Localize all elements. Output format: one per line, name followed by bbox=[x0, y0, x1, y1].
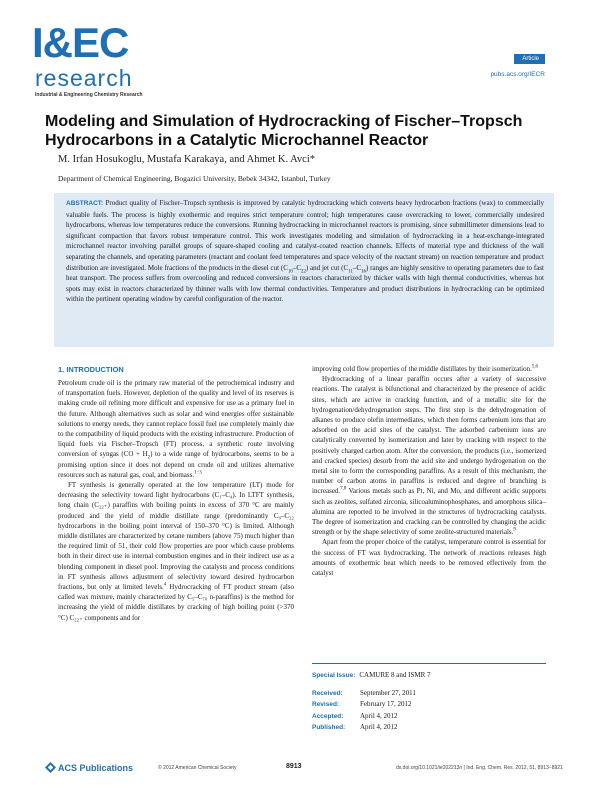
subscript-c11: 11 bbox=[348, 268, 353, 274]
doi-citation[interactable]: dx.doi.org/10.1021/ie202213n | Ind. Eng. Chem. Res. 2012, 51, 8913−8921 bbox=[396, 765, 563, 771]
publisher-logo[interactable]: ACS Publications bbox=[58, 763, 134, 773]
special-issue-row bbox=[312, 670, 546, 681]
affiliation: Department of Chemical Engineering, Bogazici University, Bebek 34342, Istanbul, Turkey bbox=[58, 174, 331, 183]
paragraph-text: ) to a wide range of hydrocarbons, seems to be a promising option since it does not depend on crude oil and utilizes alternative resources such as natural gas, coal, and biomass. bbox=[58, 450, 294, 479]
received-date: September 27, 2011 bbox=[360, 689, 416, 698]
received-row bbox=[312, 688, 546, 699]
reference-link[interactable]: 4 bbox=[163, 582, 167, 588]
body-column-right bbox=[312, 364, 546, 578]
article-title: Modeling and Simulation of Hydrocracking of Fischer–Tropsch Hydrocarbons in a Catalytic Microchannel Reactor bbox=[45, 113, 523, 149]
abstract-text-b: ) and jet cut (C bbox=[305, 263, 349, 272]
accepted-label: Accepted: bbox=[312, 712, 344, 720]
published-date: April 4, 2012 bbox=[360, 722, 398, 731]
special-issue-value[interactable]: CAMURE 8 and ISMR 7 bbox=[359, 671, 431, 679]
abstract-label: ABSTRACT: bbox=[66, 200, 104, 207]
accepted-row bbox=[312, 711, 546, 722]
published-row bbox=[312, 722, 546, 733]
paragraph bbox=[312, 374, 546, 537]
subscript-c10: 10 bbox=[287, 268, 293, 274]
journal-name: Industrial & Engineering Chemistry Research bbox=[35, 92, 143, 98]
reference-link[interactable]: 7,8 bbox=[340, 487, 347, 493]
accepted-date: April 4, 2012 bbox=[360, 711, 398, 720]
paragraph bbox=[312, 537, 546, 578]
subscript-h2: 2 bbox=[147, 455, 151, 461]
paragraph-text: FT synthesis is generally operated at the low temperature (LT) mode for decreasing the selectivity toward light hydrocarbons (C₁–C₄). In LTFT synthesis, long chain (C₂₂₊) paraffins with boiling points in excess of 370 °C are mainly produced and the yield of middle distillate range (predominantly C₉–C₂₂ hydrocarbons in the boiling point interval of 150–370 °C) is limited. Although middle distillates are characterized by cetane numbers (above 75) much higher than the required limit of 51, their cold flow properties are poor which cause problems both in their direct use in internal combustion engines and in their indirect use as a blending component in diesel pool. Improving the catalysts and process conditions in FT synthesis allows adjustment of selectivity toward desired hydrocarbon fractions, but only at limited levels. bbox=[58, 481, 294, 592]
paragraph-text: Apart from the proper choice of the catalyst, temperature control is essential for the success of FT wax hydrocracking. The network of reactions releases high amounts of exothermic heat which needs to be removed effectively from the catalyst bbox=[312, 538, 546, 578]
paragraph bbox=[58, 480, 294, 623]
section-heading: 1. INTRODUCTION bbox=[58, 365, 124, 374]
revised-label: Revised: bbox=[312, 701, 340, 709]
reference-link[interactable]: 9 bbox=[513, 527, 516, 533]
body-column-left bbox=[58, 378, 294, 623]
paragraph-text: improving cold flow properties of the middle distillates by their isomerization. bbox=[312, 365, 532, 373]
reference-link[interactable]: 5,6 bbox=[531, 364, 538, 370]
page-number: 8913 bbox=[286, 763, 302, 770]
journal-logo: I&EC bbox=[32, 19, 129, 66]
article-type-badge: Article bbox=[514, 54, 545, 64]
reference-link[interactable]: 1−3 bbox=[194, 470, 202, 476]
revised-date: February 17, 2012 bbox=[360, 700, 412, 709]
copyright-notice: © 2012 American Chemical Society bbox=[158, 765, 237, 771]
paragraph-text: Hydrocracking of a linear paraffin occurs after a variety of successive reactions. The catalyst is bifunctional and characterized by the presence of acidic sites, which are active in cracking function, and of a metallic site for the hydrogenation/dehydrogenation steps. The first step is the dehydrogenation of alkanes to produce olefin intermediates, which then forms carbenium ions that are adsorbed on the acid sites of the catalyst. The adsorbed carbenium ions are catalytically converted by isomerization and later by cracking with respect to the positively charged carbon atom. After the conversion, the products (i.e., isomerized and cracked species) desorb from the acid site and undergo hydrogenation on the metal site to form the corresponding paraffins. As a result of this mechanism, the number of carbon atoms in paraffins is reduced and degree of branching is increased. bbox=[312, 375, 546, 496]
article-history bbox=[312, 663, 546, 733]
journal-logo-subtitle: research bbox=[35, 65, 133, 91]
revised-row bbox=[312, 699, 546, 710]
abstract-text-c: ) ranges are highly sensitive to operating parameters due to fast heat transport. The process suffers from overcooling and reduced conversions in reactors characterized by thicker walls with high thermal conductivities, whereas hot spots may exist in reactors characterized by thinner walls with low thermal conductivities. Temperature and product distributions in hydrocracking can be optimized within the pertinent operating window by careful configuration of the reactor. bbox=[66, 263, 544, 304]
paragraph-text: Petroleum crude oil is the primary raw material of the petrochemical industry and of transportation fuels. However, depletion of the quality and level of its reserves is making crude oil refining more difficult and expensive for use as a primary fuel in the future. Although alternatives such as solar and wind energies offer sustainable solutions to energy needs, they cannot replace fossil fuel use completely mainly due to the compatibility of liquid products with the existing infrastructure. Production of liquid fuels via Fischer–Tropsch (FT) process, a synthetic route involving conversion of syngas (CO + H bbox=[58, 379, 295, 459]
paragraph bbox=[58, 378, 294, 480]
paragraph-text: Hydrocracking of FT product stream (also called wax mixture, mainly characterized by C₅–C₇₀ n-paraffins) is the method for increasing the yield of middle distillates by cracking of high boiling point (>370 °C) C₂₂₊ components and for bbox=[58, 583, 294, 622]
received-label: Received: bbox=[312, 690, 343, 698]
paragraph bbox=[312, 364, 546, 374]
abstract-box: ABSTRACT: Product quality of Fischer–Tropsch synthesis is improved by catalytic hydrocracking which converts heavy hydrocarbon fractions (wax) to commercially valuable fuels. The process is highly exothermic and requires strict temperature control; high temperatures cause overcracking to lower, commercially undesired hydrocarbons, whereas low temperatures reduce the conversions. Running hydrocracking in microchannel reactors is promising, since submillimeter dimensions lead to significant compaction that favors robust temperature control. This work investigates modeling and simulation of hydrocracking in a heat-exchange-integrated microchannel reactor involving parallel groups of square-shaped cooling and catalyst-coated reaction channels. Effects of material type and thickness of the wall separating the channels, and operating parameters (reactant and coolant feed temperatures and space velocity of the reactant stream) on reaction temperature and product distribution are investigated. Mole fractions of the products in the diesel cut $(C_{10}-C_{22})$ and jet cut $(C_{11}-C_{16})$ ranges are highly sensitive to operating parameters due to fast heat transport. The process suffers from overcooling and reduced conversions in reactors characterized by thicker walls with high thermal conductivities, whereas hot spots may exist in reactors characterized by thinner walls with low thermal conductivities. Temperature and product distributions in hydrocracking can be optimized within the pertinent operating window by careful configuration of the reactor. bbox=[54, 193, 554, 347]
author-list: M. Irfan Hosukoglu, Mustafa Karakaya, and Ahmet K. Avci* bbox=[58, 154, 315, 165]
subscript-c16: 16 bbox=[361, 268, 366, 274]
abstract-text-a: Product quality of Fischer–Tropsch synthesis is improved by catalytic hydrocracking which converts heavy hydrocarbon fractions (wax) to commercially valuable fuels. The process is highly exothermic and requires strict temperature control; high temperatures cause overcracking to lower, commercially undesired hydrocarbons, whereas low temperatures reduce the conversions. Running hydrocracking in microchannel reactors is promising, since submillimeter dimensions lead to significant compaction that favors robust temperature control. This work investigates modeling and simulation of hydrocracking in a heat-exchange-integrated microchannel reactor involving parallel groups of square-shaped cooling and catalyst-coated reaction channels. Effects of material type and thickness of the wall separating the channels, and operating parameters (reactant and coolant feed temperatures and space velocity of the reactant stream) on reaction temperature and product distribution are investigated. Mole fractions of the products in the diesel cut (C bbox=[66, 199, 544, 272]
journal-url-link[interactable]: pubs.acs.org/IECR bbox=[490, 71, 545, 78]
paragraph-text: Various metals such as Pt, Ni, and Mo, and different acidic supports such as zeolites, sulfated zirconia, silicoaluminophosphates, and amorphous silica–alumina are reported to be involved in the structures of hydrocracking catalysts. The degree of isomerization and cracking can be controlled by changing the acidic strength or by the shape selectivity of some zeolite-structured materials. bbox=[312, 487, 546, 537]
acs-publications-icon bbox=[45, 762, 56, 773]
subscript-c22: 22 bbox=[301, 268, 306, 274]
published-label: Published: bbox=[312, 723, 346, 731]
special-issue-label: Special Issue: bbox=[312, 672, 356, 679]
